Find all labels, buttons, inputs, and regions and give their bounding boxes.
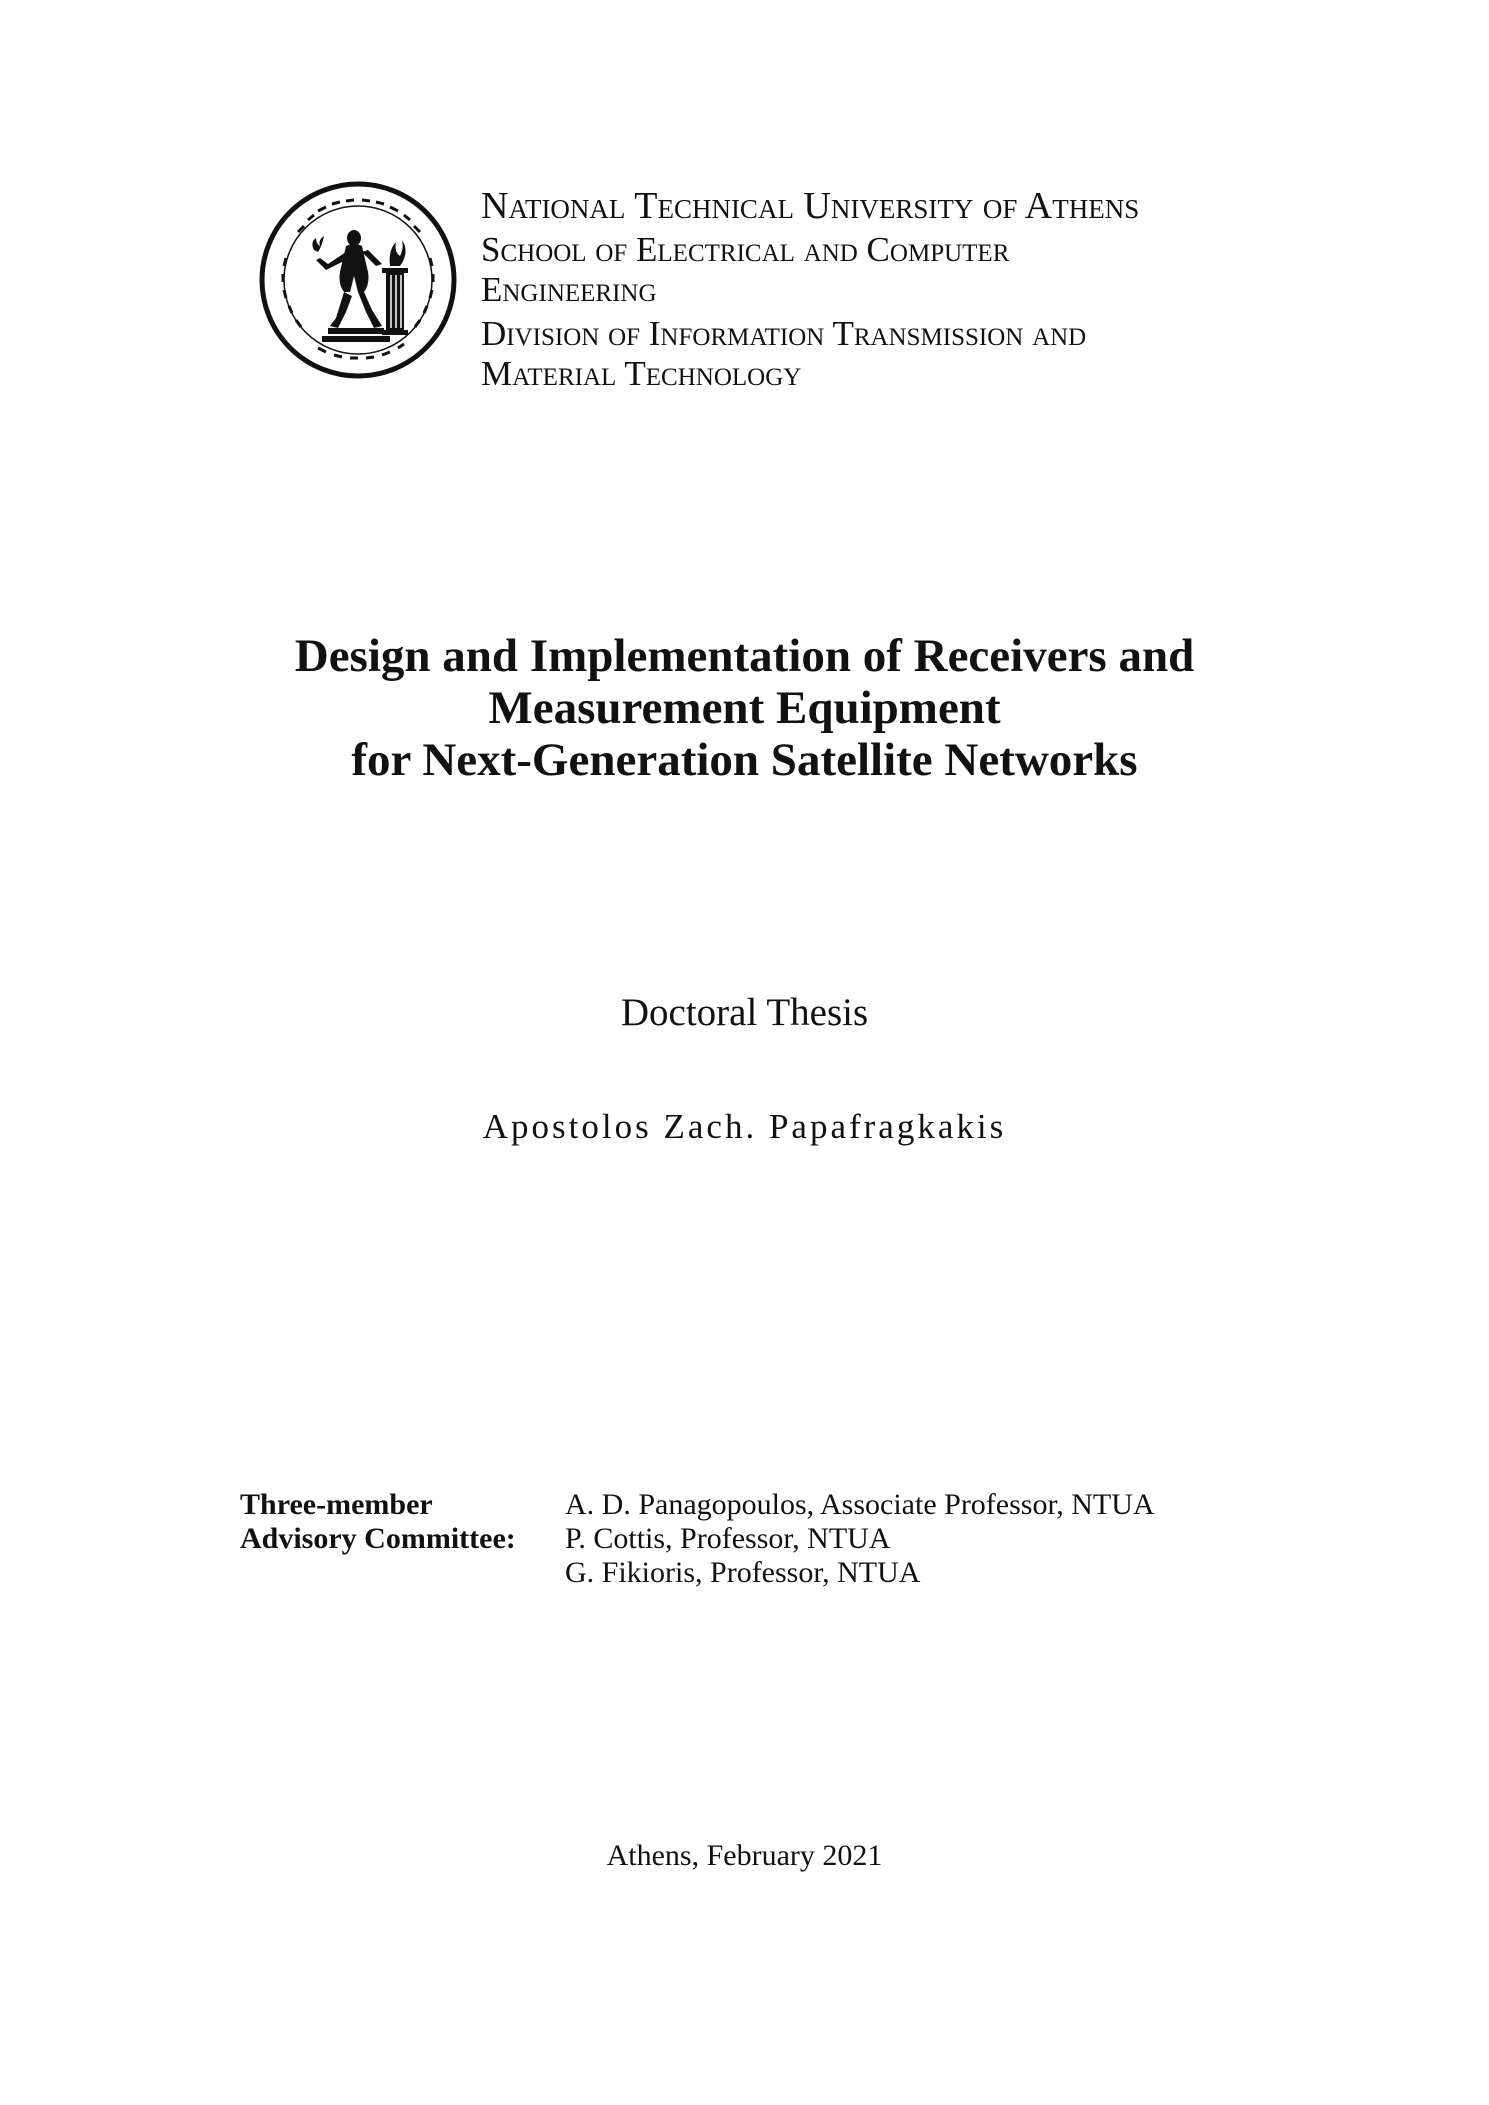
committee-member: A. D. Panagopoulos, Associate Professor, NTUA: [565, 1488, 1155, 1521]
committee-label: [240, 1488, 560, 1556]
division-name: Division of Information Transmission and Material Technology: [481, 314, 1087, 393]
place-and-date: Athens, February 2021: [606, 1839, 883, 1872]
document-type: Doctoral Thesis: [620, 991, 869, 1034]
title-line: for Next-Generation Satellite Networks: [351, 734, 1138, 786]
committee-label-line: Three-member: [240, 1488, 433, 1521]
school-name: School of Electrical and Computer Engineering: [481, 230, 1010, 309]
institution-block: [481, 184, 1461, 398]
title-line: Measurement Equipment: [488, 682, 1001, 734]
author-name: Apostolos Zach. Papafragkakis: [482, 1107, 1007, 1146]
committee-member: P. Cottis, Professor, NTUA: [565, 1522, 891, 1555]
thesis-title: [0, 630, 1489, 786]
title-line: Design and Implementation of Receivers and: [294, 630, 1195, 682]
committee-label-line: Advisory Committee:: [240, 1522, 516, 1555]
university-name: National Technical University of Athens: [481, 185, 1140, 227]
committee-member: G. Fikioris, Professor, NTUA: [565, 1556, 921, 1589]
committee-members: [565, 1488, 1265, 1590]
ntua-seal-icon: [258, 180, 458, 380]
